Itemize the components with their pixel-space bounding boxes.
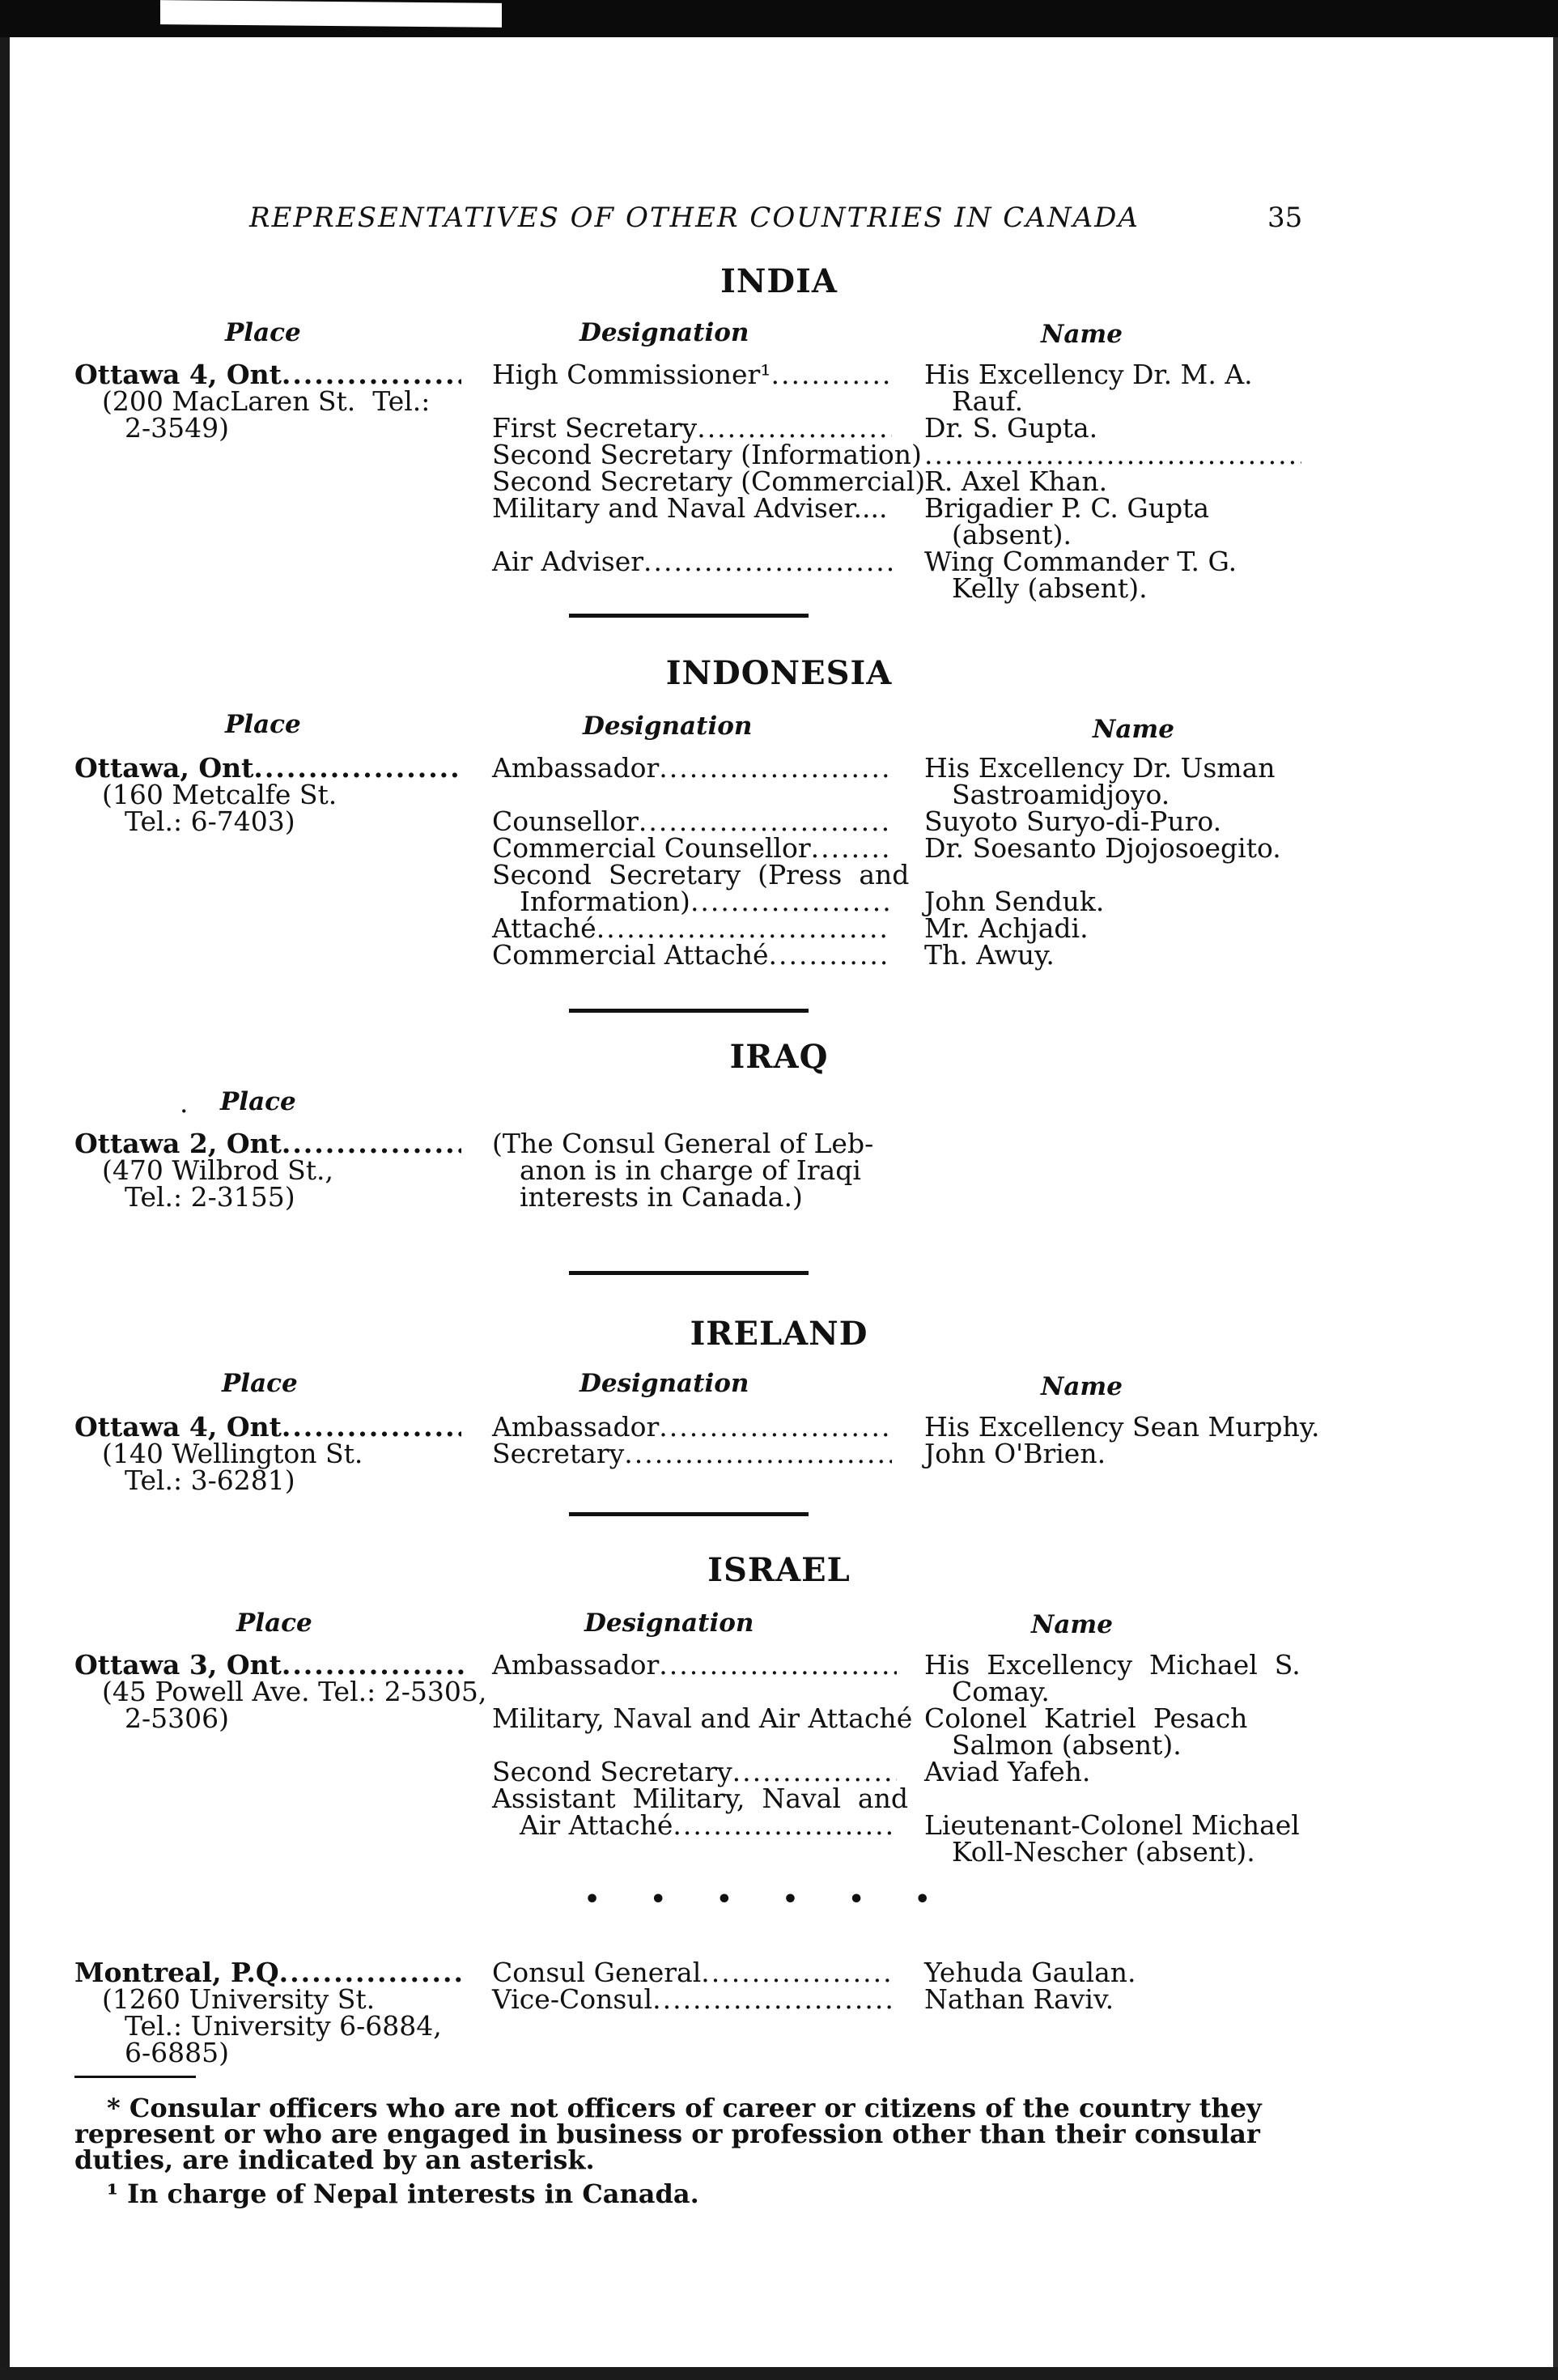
place-phone: Tel.: 3-6281) [125,1464,295,1496]
footnote-one: ¹ In charge of Nepal interests in Canada. [107,2178,699,2209]
name-header: Name [1041,1372,1123,1401]
name-entry: Nathan Raviv. [924,1983,1114,2015]
place-city: Montreal, P.Q ..... [74,1959,461,1986]
scan-bottom-border [0,2367,1558,2380]
name-entry: His Excellency Dr. Usman [924,752,1276,784]
name-entry: Kelly (absent). [952,572,1148,604]
montreal-place-column [74,1959,461,2066]
name-column [924,359,1301,604]
name-column [924,752,1301,971]
name-entry: His Excellency Dr. M. A. [924,359,1253,390]
designation-entry: Second Secretary ..... [492,1758,897,1785]
name-entry: Yehuda Gaulan. [924,1957,1136,1988]
name-entry: Lieutenant-Colonel Michael [924,1809,1300,1841]
designation-note: anon is in charge of Iraqi [520,1154,861,1186]
section-divider [569,614,809,618]
designation-entry: Ambassador ..... [492,1651,897,1678]
designation-entry: High Commissioner¹ ..... [492,361,892,388]
name-entry: Salmon (absent). [952,1729,1182,1761]
place-column [74,1413,461,1494]
country-heading: ISRAEL [707,1551,851,1589]
name-entry: Rauf. [952,385,1024,417]
designation-note: (The Consul General of Leb- [492,1128,874,1159]
place-column [74,1128,461,1213]
name-header: Name [1093,715,1174,744]
section-divider [569,1271,809,1275]
section-divider [569,1512,809,1516]
designation-entry: Ambassador ..... [492,1413,892,1440]
place-phone: 2-5306) [125,1702,230,1734]
scan-left-border [0,37,10,2380]
designation-entry: Second Secretary (Commercial) [492,465,926,497]
name-entry: His Excellency Sean Murphy. [924,1411,1320,1443]
designation-entry: Second Secretary (Information) [492,439,922,470]
designation-entry: Information) ..... [492,888,892,915]
place-phone: Tel.: 6-7403) [125,805,295,837]
bullet-separator: • • • • • • [584,1885,952,1914]
name-entry: Th. Awuy. [924,939,1055,971]
place-address: (200 MacLaren St. Tel.: [102,385,431,417]
designation-entry: Counsellor ..... [492,808,892,835]
name-column [924,1649,1305,1868]
montreal-name-column [924,1957,1301,2015]
scan-label-strip [160,0,502,28]
name-entry: Sastroamidjoyo. [952,779,1170,810]
designation-header: Designation [579,1369,749,1398]
name-entry: Suyoto Suryo-di-Puro. [924,805,1222,837]
place-city: Ottawa 4, Ont ..... [74,361,461,388]
name-entry: Colonel Katriel Pesach [924,1702,1248,1734]
name-entry: Brigadier P. C. Gupta [924,492,1210,524]
place-address: (470 Wilbrod St., [102,1154,334,1186]
designation-entry: Commercial Counsellor ..... [492,835,892,861]
designation-note: interests in Canada.) [520,1181,803,1213]
place-header: Place [225,710,301,739]
designation-column [492,359,926,577]
place-header: Place [220,1087,296,1116]
designation-entry: Vice-Consul ..... [492,1986,892,2012]
name-entry: Dr. Soesanto Djojosoegito. [924,832,1281,864]
footnote-asterisk: * Consular officers who are not officers of career or citizens of the country they represent or who are engaged in business or profession other than their consular duties, are indicated by an asterisk. [74,2093,1262,2175]
section-divider [569,1009,809,1013]
designation-entry: Second Secretary (Press and [492,859,910,890]
designation-entry: Military, Naval and Air Attaché [492,1702,913,1734]
designation-entry: Air Adviser ..... [492,548,892,575]
name-entry: Koll-Nescher (absent). [952,1836,1255,1868]
place-address: (45 Powell Ave. Tel.: 2-5305, [102,1676,487,1707]
designation-column [492,1649,913,1841]
scan-right-border [1553,37,1558,2380]
name-entry: John O'Brien. [924,1438,1106,1469]
country-heading: INDIA [720,262,838,300]
country-heading: IRELAND [690,1315,868,1353]
place-city: Ottawa 3, Ont ..... [74,1651,465,1678]
designation-entry: Ambassador ..... [492,754,892,781]
designation-entry: First Secretary ..... [492,414,892,441]
place-city: Ottawa 2, Ont ..... [74,1130,461,1157]
name-entry: Dr. S. Gupta. [924,412,1098,444]
country-heading: INDONESIA [665,654,893,692]
name-header: Name [1041,320,1123,349]
name-vacant-dots [924,441,1301,468]
place-address: (140 Wellington St. [102,1438,363,1469]
country-heading: IRAQ [729,1038,829,1076]
name-entry: Aviad Yafeh. [924,1756,1091,1787]
designation-entry: Secretary ..... [492,1440,892,1467]
designation-column [492,1413,892,1467]
place-column [74,754,461,835]
designation-header: Designation [583,712,753,741]
running-title: REPRESENTATIVES OF OTHER COUNTRIES IN CANADA [249,202,1140,234]
designation-entry: Military and Naval Adviser.... [492,492,888,524]
name-entry: R. Axel Khan. [924,465,1108,497]
designation-column [492,1128,892,1213]
place-phone: 2-3549) [125,412,230,444]
page-number: 35 [1267,202,1303,234]
scan-top-border [0,0,1558,37]
place-phone: 6-6885) [125,2037,230,2068]
place-header: Place [236,1609,312,1638]
place-header: Place [222,1369,298,1398]
name-entry: John Senduk. [924,886,1105,917]
designation-header: Designation [579,318,749,347]
name-entry: (absent). [952,519,1072,550]
name-entry: Wing Commander T. G. [924,546,1237,577]
name-column [924,1411,1320,1469]
place-address: (160 Metcalfe St. [102,779,337,810]
footnote-rule [74,2076,196,2078]
designation-entry: Air Attaché ..... [492,1812,897,1838]
name-entry: Comay. [952,1676,1050,1707]
designation-entry: Assistant Military, Naval and [492,1783,908,1814]
footnotes [74,2095,1301,2215]
designation-header: Designation [584,1609,754,1638]
place-column [74,1649,487,1734]
place-phone: Tel.: 2-3155) [125,1181,295,1213]
name-entry: Mr. Achjadi. [924,912,1089,944]
place-column [74,359,461,444]
designation-entry: Consul General ..... [492,1959,892,1986]
running-header [0,204,1558,240]
montreal-designation-column [492,1957,892,2015]
stray-dot: . [180,1087,189,1119]
designation-column [492,752,910,971]
place-header: Place [225,318,301,347]
place-address: (1260 University St. [102,1983,376,2015]
place-phone: Tel.: University 6-6884, [125,2010,442,2042]
place-city: Ottawa 4, Ont ..... [74,1413,461,1440]
place-city: Ottawa, Ont ..... [74,754,461,781]
designation-entry: Attaché ..... [492,915,892,941]
name-header: Name [1031,1610,1113,1639]
designation-entry: Commercial Attaché ..... [492,941,892,968]
name-entry: His Excellency Michael S. [924,1649,1301,1681]
